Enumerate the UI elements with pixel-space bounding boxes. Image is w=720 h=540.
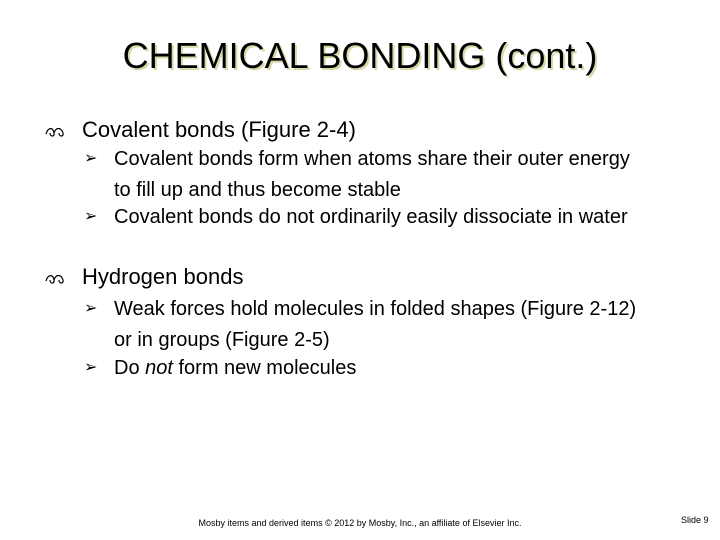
arrow-bullet-icon: ➢ [84, 208, 98, 225]
sub-bullet-text: Weak forces hold molecules in folded shapes (Figure 2-12) or in groups (Figure 2-5) [114, 298, 637, 351]
sub-bullet [84, 353, 644, 384]
copyright-footer: Mosby items and derived items © 2012 by Mosby, Inc., an affiliate of Elsevier Inc. [198, 518, 522, 528]
sub-bullet [84, 202, 644, 233]
sub-bullet-text: Covalent bonds do not ordinarily easily dissociate in water [114, 206, 628, 228]
sub-bullet [84, 294, 644, 356]
slide-number: Slide 9 [681, 515, 709, 525]
sub-bullet-text [114, 353, 644, 384]
arrow-bullet-icon: ➢ [84, 150, 98, 167]
decorative-bullet-icon [44, 267, 66, 287]
sub-bullet-text: Covalent bonds form when atoms share their outer energy to fill up and thus become stable [114, 148, 630, 201]
slide-title: CHEMICAL BONDING (cont.) [122, 35, 598, 76]
bullet-text: Hydrogen bonds [82, 264, 244, 289]
bullet-text: Covalent bonds (Figure 2-4) [82, 117, 356, 142]
decorative-bullet-icon [44, 120, 66, 140]
text-after: form new molecules [172, 357, 357, 379]
arrow-bullet-icon: ➢ [84, 359, 98, 376]
text-before: Do [114, 357, 146, 379]
emphasis-not: not [145, 357, 173, 379]
sub-bullet [84, 144, 644, 206]
arrow-bullet-icon: ➢ [84, 300, 98, 317]
